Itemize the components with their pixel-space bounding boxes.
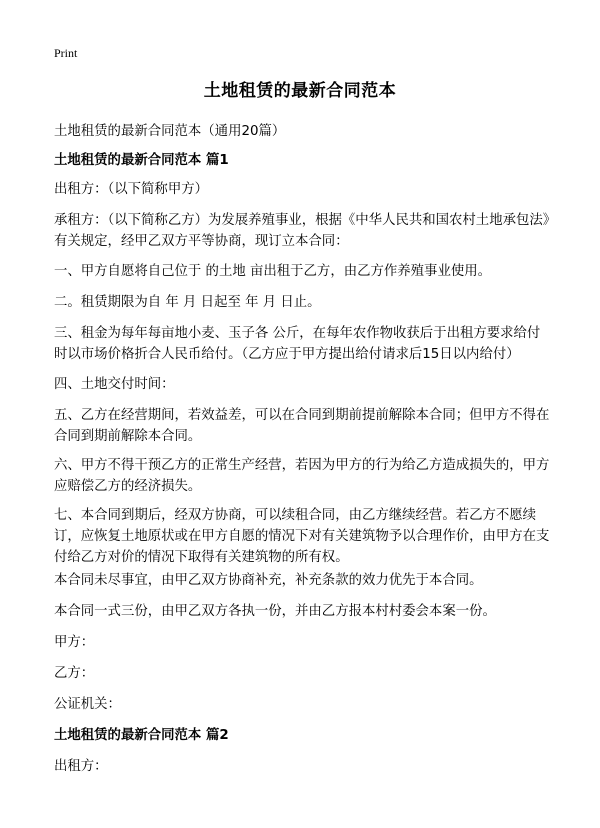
clause-4: 四、土地交付时间：	[54, 377, 175, 392]
party-a-signature-line: 甲方：	[54, 635, 95, 650]
section-heading-1: 土地租赁的最新合同范本 篇1	[54, 153, 229, 168]
clause-6: 六、甲方不得干预乙方的正常生产经营，若因为甲方的行为给乙方造成损失的，甲方应赔偿乙方的经济损失。	[54, 458, 550, 494]
clause-3: 三、租金为每年每亩地小麦、玉子各 公斤，在每年农作物收获后于出租方要求给付时以市场价格折合人民币给付。（乙方应于甲方提出给付请求后15日以内给付）	[54, 326, 541, 362]
document-title: 土地租赁的最新合同范本	[203, 81, 397, 101]
section-heading-2: 土地租赁的最新合同范本 篇2	[54, 728, 229, 743]
notary-line: 公证机关：	[54, 697, 121, 712]
clause-2: 二。租赁期限为自 年 月 日起至 年 月 日止。	[54, 295, 321, 310]
party-b-signature-line: 乙方：	[54, 666, 95, 681]
print-label: Print	[54, 46, 78, 60]
clause-5: 五、乙方在经营期间，若效益差，可以在合同到期前提前解除本合同；但甲方不得在合同到期前解除本合同。	[54, 408, 550, 444]
lessee-paragraph: 承租方：（以下简称乙方）为发展养殖事业，根据《中华人民共和国农村土地承包法》有关规定，经甲乙双方平等协商，现订立本合同：	[54, 213, 550, 249]
lessor-line: 出租方：（以下简称甲方）	[54, 182, 208, 197]
lessor-line-2: 出租方：	[54, 759, 108, 774]
supplement-paragraph: 本合同未尽事宜，由甲乙双方协商补充，补充条款的效力优先于本合同。	[54, 573, 483, 588]
clause-7: 七、本合同到期后，经双方协商，可以续租合同，由乙方继续经营。若乙方不愿续订，应恢复土地原状或在甲方自愿的情况下对有关建筑物予以合理作价，由甲方在支付给乙方对价的情况下取得有关建筑物的所有权。	[54, 508, 550, 565]
copies-paragraph: 本合同一式三份，由甲乙双方各执一份，并由乙方报本村村委会本案一份。	[54, 604, 496, 619]
subtitle-paragraph: 土地租赁的最新合同范本（通用20篇）	[54, 124, 286, 139]
clause-1: 一、甲方自愿将自己位于 的土地 亩出租于乙方，由乙方作养殖事业使用。	[54, 264, 492, 279]
